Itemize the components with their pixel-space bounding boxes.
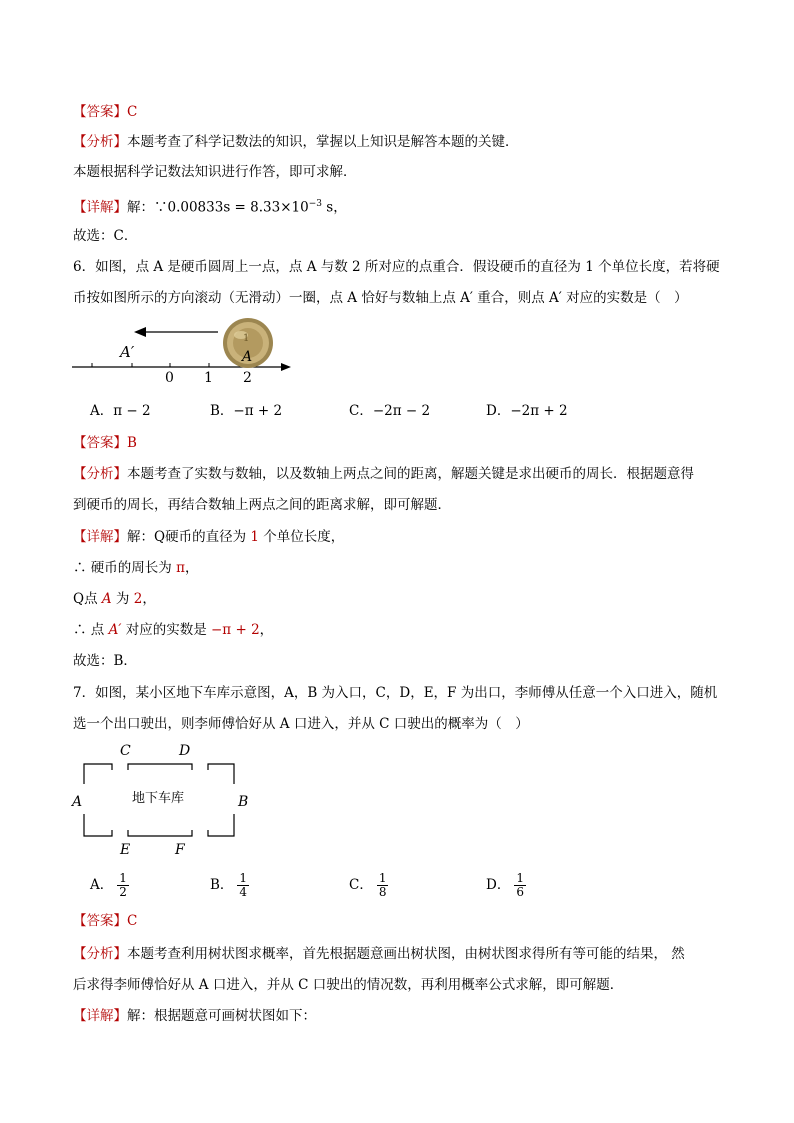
q5-detail-line — [73, 194, 347, 218]
detail-text: 解：Q硬币的直径为 — [127, 529, 247, 545]
q7-answer-line — [73, 911, 137, 931]
q5-analysis-line — [73, 132, 519, 152]
analysis-text: 本题考查利用树状图求概率，首先根据题意画出树状图，由树状图求得所有等可能的结果， 然 — [127, 946, 685, 962]
denominator: 2 — [119, 885, 127, 899]
answer-tag: 【答案】 — [73, 104, 127, 120]
q6-stem-line-2: 币按如图所示的方向滚动（无滑动）一圈，点 A 恰好与数轴上点 A′ 重合，则点 A′ 对应的实数是（ ） — [73, 290, 688, 306]
detail-text: ， — [184, 560, 199, 576]
tick-label-2: 2 — [243, 370, 252, 386]
detail-value: 2 — [129, 591, 143, 607]
detail-text: ∴ 点 — [73, 622, 105, 638]
q6-detail-line-2 — [73, 558, 198, 578]
detail-value: −π + 2 — [206, 622, 260, 638]
q6-number-line-figure — [70, 315, 300, 387]
option-key: D． — [486, 877, 511, 893]
q5-answer-line — [73, 102, 137, 122]
analysis-text: 本题考查了科学记数法的知识，掌握以上知识是解答本题的关键． — [127, 134, 519, 150]
garage-title: 地下车库 — [132, 791, 185, 806]
numerator: 1 — [239, 871, 248, 885]
label-a-prime: A′ — [120, 343, 135, 361]
entrance-label-b: B — [238, 794, 249, 810]
detail-text: 解：∵0.00833s = 8.33×10 — [127, 199, 309, 216]
detail-value: π — [171, 560, 185, 576]
tick-label-0: 0 — [165, 370, 174, 386]
q7-stem-line-1: 7．如图，某小区地下车库示意图，A，B 为入口，C，D，E，F 为出口，李师傅从任意一个入口进入，随机 — [73, 685, 718, 701]
option-key: A． — [90, 877, 114, 893]
analysis-tag: 【分析】 — [73, 946, 127, 962]
q6-choose-line: 故选：B． — [73, 653, 137, 669]
numerator: 1 — [516, 871, 524, 885]
detail-variable: A — [97, 591, 116, 607]
entrance-label-a: A — [72, 794, 83, 810]
q5-choose-line: 故选：C． — [73, 228, 138, 244]
q7-detail-line — [73, 1006, 316, 1026]
q6-option-d — [486, 401, 568, 421]
tick-label-1: 1 — [204, 370, 213, 386]
detail-tag: 【详解】 — [73, 199, 127, 216]
direction-arrow-head — [134, 327, 146, 337]
analysis-tag: 【分析】 — [73, 466, 127, 482]
q6-option-c — [349, 401, 430, 421]
detail-text: 为 — [115, 591, 130, 607]
q7-option-c — [349, 872, 388, 899]
answer-value: B — [127, 435, 137, 451]
detail-value: 1 — [246, 529, 264, 545]
analysis-tag: 【分析】 — [73, 134, 127, 150]
q6-detail-line-4 — [73, 620, 273, 640]
q6-answer-line — [73, 433, 137, 453]
detail-variable: A′ — [104, 622, 126, 638]
q6-detail-line-1 — [73, 527, 344, 547]
numerator: 1 — [119, 871, 127, 885]
detail-text: 解：根据题意可画树状图如下： — [127, 1008, 316, 1024]
q6-option-a — [90, 401, 151, 421]
option-value: π − 2 — [113, 403, 151, 419]
option-key: C． — [349, 877, 373, 893]
option-key: C． — [349, 403, 373, 419]
denominator: 6 — [516, 885, 524, 899]
detail-text: 个单位长度， — [263, 529, 345, 545]
q6-analysis-line-2: 到硬币的周长，再结合数轴上两点之间的距离求解，即可解题． — [73, 497, 451, 513]
q5-analysis-line-2: 本题根据科学记数法知识进行作答，即可求解． — [73, 164, 357, 180]
option-value: −2π − 2 — [372, 403, 431, 419]
option-key: B． — [210, 877, 234, 893]
q7-option-b — [210, 872, 249, 899]
detail-text: ， — [259, 622, 274, 638]
q6-option-b — [210, 401, 282, 421]
q7-option-d — [486, 872, 526, 899]
q7-stem-line-2: 选一个出口驶出，则李师傅恰好从 A 口进入，并从 C 口驶出的概率为（ ） — [73, 716, 529, 732]
option-key: A． — [90, 403, 114, 419]
exit-label-e: E — [120, 842, 131, 858]
option-key: B． — [210, 403, 234, 419]
q7-garage-figure — [68, 740, 268, 862]
q7-option-a — [90, 872, 129, 899]
analysis-text: 本题考查了实数与数轴，以及数轴上两点之间的距离，解题关键是求出硬币的周长．根据题意得 — [127, 466, 694, 482]
denominator: 8 — [378, 885, 387, 899]
numerator: 1 — [378, 871, 387, 885]
option-fraction — [377, 872, 389, 899]
option-fraction — [117, 872, 129, 899]
exit-label-c: C — [120, 743, 131, 759]
answer-tag: 【答案】 — [73, 435, 127, 451]
option-key: D． — [486, 403, 511, 419]
option-fraction — [237, 872, 249, 899]
number-axis-arrow — [281, 363, 291, 371]
answer-tag: 【答案】 — [73, 913, 127, 929]
q6-detail-line-3 — [73, 589, 156, 609]
detail-tag: 【详解】 — [73, 1008, 127, 1024]
option-value: −2π + 2 — [510, 403, 568, 419]
answer-value: C — [127, 913, 138, 929]
detail-tag: 【详解】 — [73, 529, 127, 545]
answer-value: C — [127, 104, 138, 120]
detail-text: Q点 — [73, 591, 98, 607]
exit-label-d: D — [179, 743, 191, 759]
detail-unit: s， — [321, 199, 347, 216]
detail-text: ， — [142, 591, 156, 607]
label-a: A — [242, 349, 253, 365]
q6-stem-line-1: 6．如图，点 A 是硬币圆周上一点，点 A 与数 2 所对应的点重合．假设硬币的直径为 1 个单位长度，若将硬 — [73, 259, 720, 275]
detail-text: 对应的实数是 — [125, 622, 207, 638]
q7-analysis-line-2: 后求得李师傅恰好从 A 口进入，并从 C 口驶出的情况数，再利用概率公式求解，即可解题． — [73, 977, 624, 993]
detail-exponent: −3 — [308, 199, 322, 209]
option-value: −π + 2 — [233, 403, 283, 419]
option-fraction — [514, 872, 526, 899]
svg-text:1: 1 — [243, 333, 250, 344]
q6-analysis-line-1 — [73, 464, 694, 484]
detail-text: ∴ 硬币的周长为 — [73, 560, 172, 576]
denominator: 4 — [239, 885, 248, 899]
exit-label-f: F — [175, 842, 185, 858]
q7-analysis-line-1 — [73, 944, 685, 964]
